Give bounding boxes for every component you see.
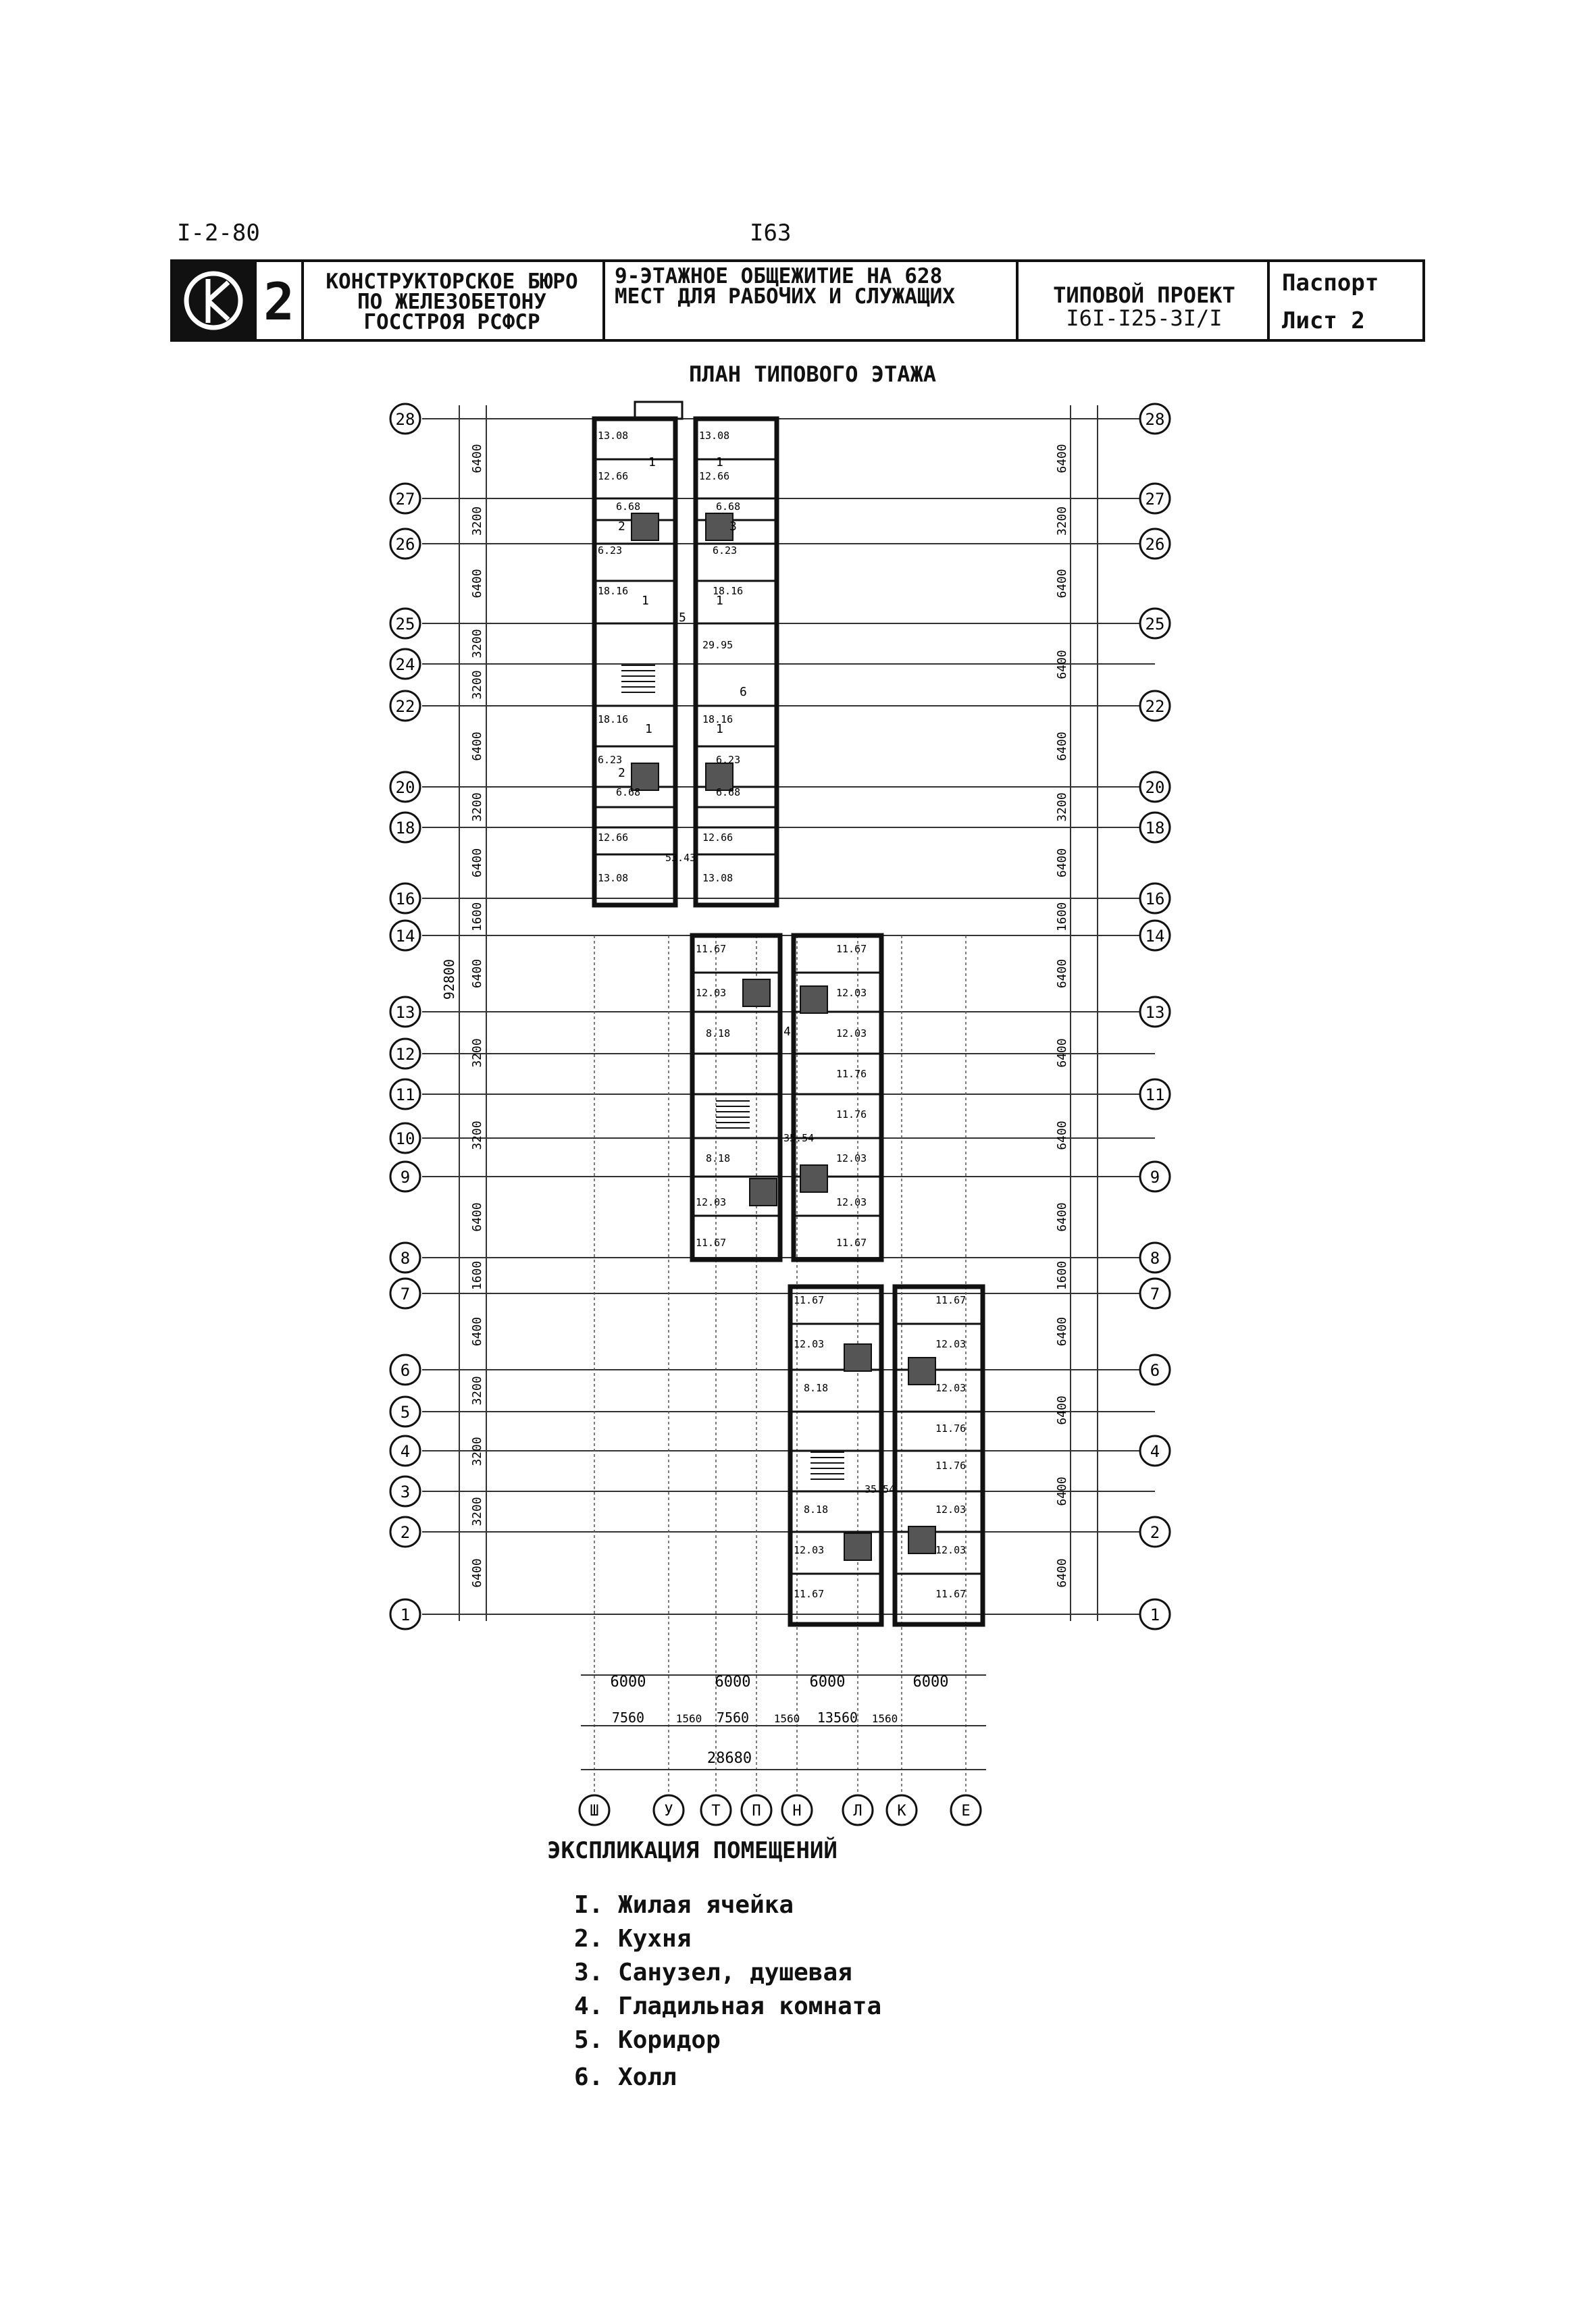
org-line-1: КОНСТРУКТОРСКОЕ БЮРО	[326, 269, 578, 294]
room-area-label: 8.18	[706, 1027, 731, 1039]
room-area-label: 12.03	[836, 1152, 867, 1164]
title-line-1: 9-ЭТАЖНОЕ ОБЩЕЖИТИЕ НА 628	[615, 264, 943, 288]
axis-label-right: 7	[1150, 1285, 1160, 1304]
dimension-label-right: 3200	[1055, 792, 1069, 822]
axis-label-right: 28	[1145, 410, 1165, 429]
room-number-marker: 1	[716, 722, 723, 736]
explication-item-5: 5. Коридор	[574, 2026, 721, 2054]
room-area-label: 12.66	[702, 831, 733, 844]
room-area-label: 6.23	[716, 754, 741, 766]
service-core-hatch	[706, 513, 733, 540]
dimension-label-right: 6400	[1055, 1038, 1069, 1068]
explication-item-4: 4. Гладильная комната	[574, 1992, 882, 2020]
room-area-label: 11.67	[696, 1237, 727, 1249]
explication-item-3: 3. Санузел, душевая	[574, 1959, 852, 1986]
doc-line-1: Паспорт	[1282, 269, 1379, 297]
axis-label-left: 27	[395, 490, 415, 509]
bottom-dimension-1: 6000	[809, 1674, 846, 1691]
axis-label-left: 2	[400, 1523, 411, 1542]
axis-label-left: 7	[400, 1285, 411, 1304]
column-axis-label: Е	[961, 1803, 971, 1820]
room-area-label: 13.08	[598, 430, 629, 442]
axis-label-left: 10	[395, 1129, 415, 1148]
dimension-label-right: 6400	[1055, 650, 1069, 679]
room-area-label: 11.67	[794, 1294, 825, 1306]
axis-label-right: 1	[1150, 1605, 1160, 1624]
axis-label-right: 6	[1150, 1361, 1160, 1380]
sheet-info	[1272, 262, 1422, 342]
dimension-label-left: 6400	[470, 1202, 484, 1232]
axis-label-left: 4	[400, 1442, 411, 1461]
room-area-label: 13.08	[702, 872, 733, 884]
room-area-label: 35.54	[783, 1132, 815, 1144]
room-area-label: 13.08	[598, 872, 629, 884]
project-line-2: I6I-I25-3I/I	[1066, 305, 1222, 331]
axis-label-right: 8	[1150, 1249, 1160, 1268]
dimension-label-right: 6400	[1055, 958, 1069, 989]
dimension-label-left: 3200	[470, 1497, 484, 1526]
dimension-label-right: 6400	[1055, 848, 1069, 878]
explication-item-2: 2. Кухня	[574, 1925, 692, 1953]
axis-label-right: 13	[1145, 1003, 1165, 1022]
dimension-label-left: 3200	[470, 792, 484, 822]
room-area-label: 12.03	[696, 987, 727, 999]
service-core-hatch	[844, 1533, 871, 1560]
dimension-label-right: 6400	[1055, 1558, 1069, 1588]
axis-label-right: 9	[1150, 1168, 1160, 1187]
room-area-label: 11.67	[696, 943, 727, 955]
service-core-hatch	[908, 1526, 935, 1553]
axis-label-right: 4	[1150, 1442, 1160, 1461]
axis-label-left: 28	[395, 410, 415, 429]
room-area-label: 12.66	[699, 470, 730, 482]
bottom-dimension-2: 7560	[716, 1709, 750, 1726]
room-area-label: 6.23	[598, 754, 623, 766]
axis-label-left: 24	[395, 655, 415, 674]
axis-label-left: 12	[395, 1045, 415, 1064]
column-axis-label: К	[897, 1803, 906, 1820]
axis-label-right: 2	[1150, 1523, 1160, 1542]
axis-label-right: 26	[1145, 535, 1165, 554]
room-area-label: 11.67	[935, 1588, 967, 1600]
room-area-label: 6.68	[616, 786, 641, 798]
dimension-label-left: 6400	[470, 569, 484, 598]
room-area-label: 11.67	[794, 1588, 825, 1600]
room-area-label: 12.03	[935, 1503, 967, 1516]
bottom-dimension-2: 1560	[871, 1712, 898, 1725]
room-area-label: 18.16	[702, 713, 733, 725]
explication-item-6: 6. Холл	[574, 2063, 677, 2091]
room-area-label: 12.03	[935, 1544, 967, 1556]
room-area-label: 11.67	[836, 1237, 867, 1249]
room-area-label: 8.18	[706, 1152, 731, 1164]
dimension-label-right: 6400	[1055, 1476, 1069, 1506]
bottom-dimension-1: 6000	[912, 1674, 949, 1691]
room-number-marker: 1	[642, 594, 649, 608]
bottom-dimension-2: 13560	[817, 1709, 858, 1726]
project-code	[1021, 262, 1270, 342]
dimension-label-left: 6400	[470, 848, 484, 878]
dimension-label-right: 6400	[1055, 1202, 1069, 1232]
room-number-marker: 2	[618, 519, 625, 534]
dimension-label-left: 3200	[470, 1437, 484, 1466]
ck-logo-icon	[173, 262, 254, 339]
axis-label-left: 13	[395, 1003, 415, 1022]
dimension-label-left: 6400	[470, 958, 484, 989]
org-line-2: ПО ЖЕЛЕЗОБЕТОНУ	[357, 290, 546, 314]
service-core-hatch	[908, 1358, 935, 1385]
dimension-label-left: 1600	[470, 1260, 484, 1291]
axis-label-right: 11	[1145, 1085, 1165, 1104]
column-axis-label: П	[752, 1803, 761, 1820]
stair-exit	[635, 402, 682, 419]
room-area-label: 11.76	[836, 1108, 867, 1121]
axis-label-left: 20	[395, 778, 415, 797]
axis-label-right: 16	[1145, 890, 1165, 908]
title-line-2: МЕСТ ДЛЯ РАБОЧИХ И СЛУЖАЩИХ	[615, 284, 955, 309]
axis-label-left: 14	[395, 927, 415, 946]
room-area-label: 12.03	[836, 1027, 867, 1039]
bottom-dimension-2: 1560	[675, 1712, 702, 1725]
dimension-label-left: 6400	[470, 444, 484, 473]
room-number-marker: 3	[729, 519, 737, 534]
dimension-label-left: 6400	[470, 731, 484, 761]
room-area-label: 6.68	[716, 500, 741, 513]
room-area-label: 12.03	[836, 987, 867, 999]
axis-label-left: 26	[395, 535, 415, 554]
room-area-label: 8.18	[804, 1503, 829, 1516]
bottom-dimension-2: 7560	[611, 1709, 645, 1726]
room-area-label: 12.03	[836, 1196, 867, 1208]
room-area-label: 12.66	[598, 470, 629, 482]
axis-label-left: 8	[400, 1249, 411, 1268]
room-number-marker: 1	[645, 722, 652, 736]
room-area-label: 11.67	[836, 943, 867, 955]
axis-label-left: 18	[395, 819, 415, 838]
project-line-1: ТИПОВОЙ ПРОЕКТ	[1053, 282, 1235, 308]
room-area-label: 12.03	[696, 1196, 727, 1208]
room-area-label: 11.76	[935, 1422, 967, 1435]
floor-plan	[0, 378, 1596, 1864]
logo-number	[254, 262, 304, 342]
document-code: I-2-80	[177, 220, 260, 247]
dimension-label-left: 6400	[470, 1316, 484, 1347]
service-core-hatch	[750, 1179, 777, 1206]
column-axis-label: Л	[853, 1803, 863, 1820]
axis-label-left: 9	[400, 1168, 411, 1187]
room-area-label: 13.08	[699, 430, 730, 442]
bottom-dimension-1: 6000	[715, 1674, 751, 1691]
axis-label-left: 1	[400, 1605, 411, 1624]
column-axis-label: У	[664, 1803, 673, 1820]
room-number-marker: 4	[783, 1025, 791, 1039]
axis-label-left: 11	[395, 1085, 415, 1104]
room-area-label: 12.03	[935, 1338, 967, 1350]
service-core-hatch	[632, 513, 659, 540]
service-core-hatch	[743, 979, 770, 1006]
room-area-label: 6.23	[598, 544, 623, 557]
room-area-label: 8.18	[804, 1382, 829, 1394]
room-number-marker: 5	[679, 611, 686, 625]
room-number-marker: 1	[716, 455, 723, 469]
axis-label-left: 16	[395, 890, 415, 908]
block-b-right-wing	[794, 935, 881, 1260]
dimension-label-left: 1600	[470, 902, 484, 932]
column-axis-label: Ш	[590, 1803, 599, 1820]
column-axis-label: Т	[711, 1803, 721, 1820]
dimension-label-right: 6400	[1055, 444, 1069, 473]
page-number: I63	[750, 220, 792, 247]
explication-title: ЭКСПЛИКАЦИЯ ПОМЕЩЕНИЙ	[547, 1837, 838, 1864]
dimension-label-right: 6400	[1055, 1395, 1069, 1425]
project-title	[605, 262, 1019, 342]
axis-label-left: 6	[400, 1361, 411, 1380]
room-area-label: 6.68	[716, 786, 741, 798]
dimension-label-left: 3200	[470, 506, 484, 536]
room-area-label: 12.66	[598, 831, 629, 844]
room-area-label: 53.43	[665, 852, 696, 864]
room-area-label: 6.23	[713, 544, 738, 557]
room-area-label: 11.67	[935, 1294, 967, 1306]
dimension-label-left: 3200	[470, 1376, 484, 1406]
axis-label-right: 20	[1145, 778, 1165, 797]
room-area-label: 18.16	[598, 585, 629, 597]
room-number-marker: 6	[740, 685, 747, 699]
dimension-label-right: 6400	[1055, 731, 1069, 761]
dimension-label-right: 1600	[1055, 1260, 1069, 1291]
bottom-dimension-1: 6000	[610, 1674, 646, 1691]
axis-label-right: 14	[1145, 927, 1165, 946]
dimension-label-left: 6400	[470, 1558, 484, 1588]
dimension-label-left: 3200	[470, 1121, 484, 1150]
dimension-label-right: 6400	[1055, 569, 1069, 598]
logo	[173, 262, 254, 339]
overall-dimension: 92800	[441, 958, 457, 1000]
axis-label-right: 25	[1145, 615, 1165, 634]
dimension-label-right: 1600	[1055, 902, 1069, 932]
room-area-label: 12.03	[935, 1382, 967, 1394]
service-core-hatch	[844, 1344, 871, 1371]
room-area-label: 29.95	[702, 639, 733, 651]
organization	[301, 262, 605, 342]
bottom-dimension-2: 1560	[773, 1712, 800, 1725]
axis-label-left: 3	[400, 1483, 411, 1501]
logo-number-text: 2	[263, 272, 294, 332]
bottom-total-dimension: 28680	[706, 1750, 752, 1767]
room-number-marker: 2	[618, 766, 625, 780]
column-axis-label: Н	[792, 1803, 802, 1820]
axis-label-left: 5	[400, 1403, 411, 1422]
room-number-marker: 1	[648, 455, 656, 469]
room-area-label: 11.76	[935, 1460, 967, 1472]
room-area-label: 11.76	[836, 1068, 867, 1080]
dimension-label-left: 3200	[470, 1038, 484, 1068]
dimension-label-right: 6400	[1055, 1121, 1069, 1150]
dimension-label-right: 6400	[1055, 1316, 1069, 1347]
dimension-label-left: 3200	[470, 670, 484, 700]
dimension-label-right: 3200	[1055, 506, 1069, 536]
service-core-hatch	[800, 1165, 827, 1192]
dimension-label-left: 3200	[470, 629, 484, 659]
axis-label-right: 27	[1145, 490, 1165, 509]
org-line-3: ГОССТРОЯ РСФСР	[363, 310, 540, 334]
axis-label-right: 18	[1145, 819, 1165, 838]
doc-line-2: Лист 2	[1282, 307, 1365, 334]
room-area-label: 12.03	[794, 1544, 825, 1556]
service-core-hatch	[800, 986, 827, 1013]
room-area-label: 12.03	[794, 1338, 825, 1350]
axis-label-left: 22	[395, 697, 415, 716]
plan-title: ПЛАН ТИПОВОГО ЭТАЖА	[689, 361, 937, 387]
axis-label-left: 25	[395, 615, 415, 634]
room-area-label: 35.54	[865, 1483, 896, 1495]
room-number-marker: 1	[716, 594, 723, 608]
room-area-label: 6.68	[616, 500, 641, 513]
explication-item-1: I. Жилая ячейка	[574, 1891, 794, 1919]
room-area-label: 18.16	[713, 585, 744, 597]
axis-label-right: 22	[1145, 697, 1165, 716]
room-area-label: 18.16	[598, 713, 629, 725]
